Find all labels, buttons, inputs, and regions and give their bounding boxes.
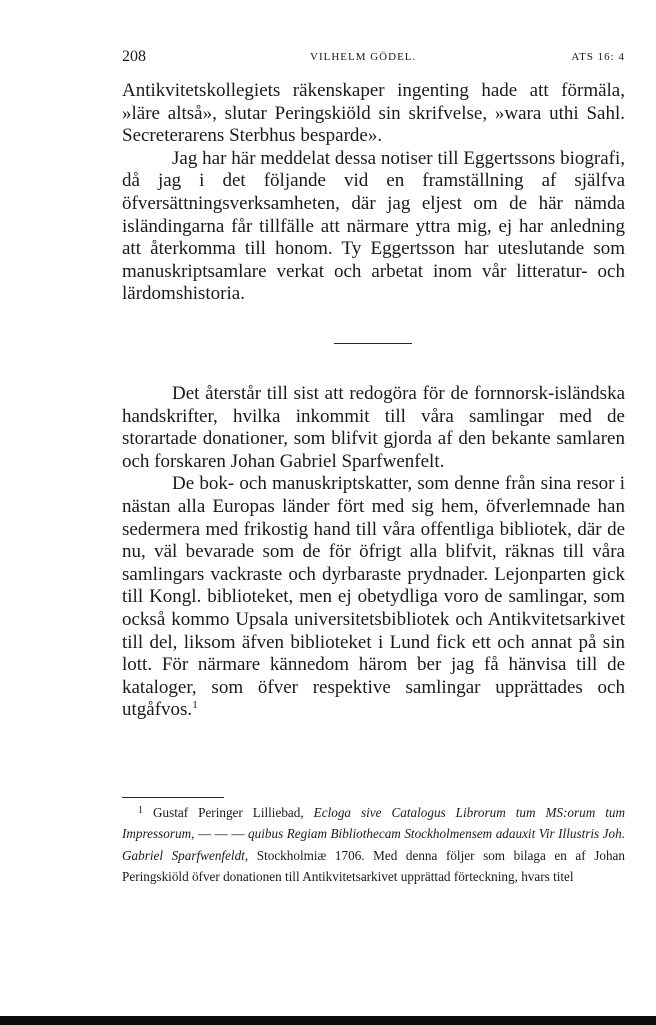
section-divider bbox=[334, 343, 412, 344]
footnote-title-italic: Ecloga sive Catalogus Librorum tum MS:orum tum Impressorum, bbox=[122, 805, 626, 842]
scan-edge bbox=[0, 1016, 656, 1025]
running-head bbox=[122, 48, 625, 70]
paragraph: Jag har här meddelat dessa notiser till Eggertssons biografi, då jag i det följande vid en framställning af själfva öfversättningsverksamheten, där jag eljest om de här nämda isländingarna får tillfälle att närmare yttra mig, ej har anledning att återkomma till honom. Ty Eggertsson har uteslutande som manuskriptsamlare verkat och arbetat inom vår litteratur- och lärdomshistoria. bbox=[122, 147, 625, 305]
paragraph bbox=[122, 473, 625, 722]
text-block-top bbox=[122, 80, 625, 306]
footnote-author: Gustaf Peringer Lilliebad, bbox=[152, 805, 304, 820]
running-title: VILHELM GÖDEL. bbox=[310, 51, 417, 63]
footnote-title-italic: quibus Regiam Bibliothecam Stockholmensem adauxit Vir Illustris Joh. Gabriel Sparfwenfeldt, bbox=[122, 826, 626, 863]
footnote-divider bbox=[122, 797, 224, 798]
footnote-text bbox=[122, 802, 625, 887]
footnote bbox=[122, 802, 625, 887]
page-number: 208 bbox=[122, 48, 146, 65]
footnote-number: 1 bbox=[138, 805, 143, 816]
footnote-dashes: — — — bbox=[197, 826, 245, 842]
volume-signature: ATS 16: 4 bbox=[571, 51, 625, 63]
footnote-reference: 1 bbox=[192, 699, 198, 712]
paragraph: Antikvitetskollegiets räkenskaper ingenting hade att förmäla, »läre altså», slutar Peringskiöld sin skrifvelse, »wara uthi Sahl. Secreterarens Sterbhus besparde». bbox=[122, 80, 625, 147]
paragraph: Det återstår till sist att redogöra för de fornnorsk-isländska handskrifter, hvilka inkommit till våra samlingar med de storartade donationer, som blifvit gjorda af den bekante samlaren och forskaren Johan Gabriel Sparfwenfelt. bbox=[122, 383, 625, 472]
footnote-rest: Stockholmiæ 1706. Med denna följer som bilaga en af Johan Peringskiöld öfver donationen till Antikvitetsarkivet upprättad förteckning, hvars titel bbox=[122, 847, 625, 884]
paragraph-text: De bok- och manuskriptskatter, som denne från sina resor i nästan alla Europas länder fört med sig hem, öfverlemnade han sedermera med frikostig hand till våra offentliga bibliotek, där de nu, väl bevarade som de för öfrigt alla blifvit, räknas till våra samlingars vackraste och dyrbaraste prydnader. Lejonparten gick till Kongl. biblioteket, men ej obetydliga voro de samlingar, som också kommo Upsala universitetsbibliotek och Antikvitetsarkivet till del, liksom äfven biblioteket i Lund fick ett och annat på sin lott. För närmare kännedom härom ber jag få hänvisa till de kataloger, som öfver respektive samlingar upprättades och utgåfvos. bbox=[122, 473, 625, 721]
text-block-bottom bbox=[122, 383, 625, 722]
